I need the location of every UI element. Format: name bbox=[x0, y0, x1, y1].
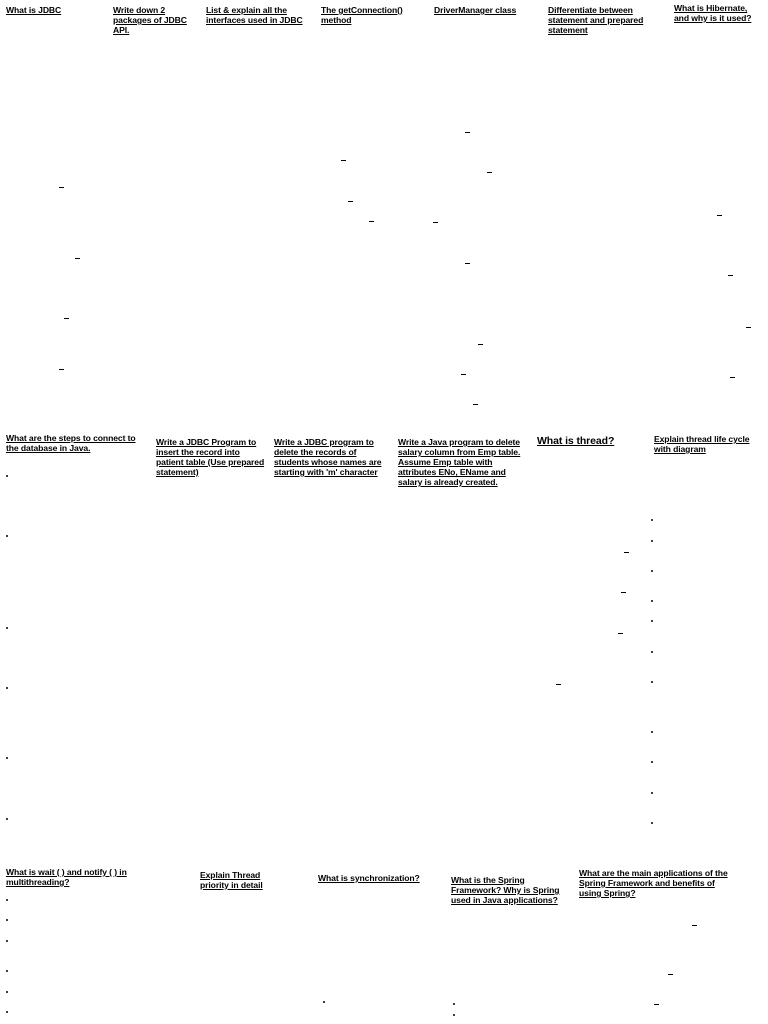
bullet-dot bbox=[6, 899, 8, 901]
heading-what-is-synchronization: What is synchronization? bbox=[318, 873, 420, 883]
dash-mark bbox=[654, 1004, 659, 1005]
heading-jdbc-packages: Write down 2 packages of JDBC API. bbox=[113, 5, 187, 35]
dash-mark bbox=[624, 552, 629, 553]
dash-mark bbox=[728, 275, 733, 276]
heading-what-is-jdbc: What is JDBC bbox=[6, 5, 62, 15]
bullet-dot bbox=[6, 919, 8, 921]
heading-getconnection-method: The getConnection() method bbox=[321, 5, 403, 25]
dash-mark bbox=[348, 201, 353, 202]
dash-mark bbox=[433, 222, 438, 223]
heading-wait-notify: What is wait ( ) and notify ( ) in multithreading? bbox=[6, 867, 127, 887]
bullet-dot bbox=[651, 792, 653, 794]
heading-delete-salary-column: Write a Java program to delete salary column from Emp table. Assume Emp table with attributes ENo, EName and salary is already created. bbox=[398, 437, 521, 487]
dash-mark bbox=[465, 263, 470, 264]
heading-spring-applications: What are the main applications of the Spring Framework and benefits of using Spring? bbox=[579, 868, 728, 898]
bullet-dot bbox=[453, 1003, 455, 1005]
dash-mark bbox=[717, 215, 722, 216]
heading-thread-priority: Explain Thread priority in detail bbox=[200, 870, 263, 890]
bullet-dot bbox=[6, 1011, 8, 1013]
heading-jdbc-interfaces: List & explain all the interfaces used in JDBC bbox=[206, 5, 303, 25]
dash-mark bbox=[487, 172, 492, 173]
bullet-dot bbox=[6, 475, 8, 477]
bullet-dot bbox=[651, 600, 653, 602]
dash-mark bbox=[556, 684, 561, 685]
bullet-dot bbox=[651, 681, 653, 683]
bullet-dot bbox=[6, 940, 8, 942]
dash-mark bbox=[478, 344, 483, 345]
bullet-dot bbox=[453, 1014, 455, 1016]
dash-mark bbox=[59, 369, 64, 370]
bullet-dot bbox=[323, 1001, 325, 1003]
bullet-dot bbox=[651, 519, 653, 521]
heading-spring-framework: What is the Spring Framework? Why is Spring used in Java applications? bbox=[451, 875, 560, 905]
dash-mark bbox=[618, 633, 623, 634]
dash-mark bbox=[64, 318, 69, 319]
heading-insert-patient-program: Write a JDBC Program to insert the record into patient table (Use prepared statement) bbox=[156, 437, 265, 477]
dash-mark bbox=[341, 160, 346, 161]
bullet-dot bbox=[651, 570, 653, 572]
bullet-dot bbox=[651, 761, 653, 763]
bullet-dot bbox=[6, 991, 8, 993]
heading-delete-students-program: Write a JDBC program to delete the records of students whose names are starting with 'm' character bbox=[274, 437, 382, 477]
dash-mark bbox=[461, 374, 466, 375]
dash-mark bbox=[369, 221, 374, 222]
bullet-dot bbox=[651, 540, 653, 542]
heading-drivermanager-class: DriverManager class bbox=[434, 5, 517, 15]
heading-statement-vs-prepared: Differentiate between statement and prepared statement bbox=[548, 5, 644, 35]
bullet-dot bbox=[651, 651, 653, 653]
bullet-dot bbox=[6, 818, 8, 820]
bullet-dot bbox=[651, 731, 653, 733]
heading-what-is-hibernate: What is Hibernate, and why is it used? bbox=[674, 3, 752, 23]
bullet-dot bbox=[6, 970, 8, 972]
dash-mark bbox=[746, 327, 751, 328]
dash-mark bbox=[75, 258, 80, 259]
dash-mark bbox=[730, 377, 735, 378]
bullet-dot bbox=[651, 822, 653, 824]
dash-mark bbox=[692, 925, 697, 926]
dash-mark bbox=[473, 404, 478, 405]
bullet-dot bbox=[651, 620, 653, 622]
bullet-dot bbox=[6, 627, 8, 629]
dash-mark bbox=[668, 974, 673, 975]
heading-thread-life-cycle: Explain thread life cycle with diagram bbox=[654, 434, 750, 454]
heading-steps-connect-database: What are the steps to connect to the database in Java. bbox=[6, 433, 136, 453]
bullet-dot bbox=[6, 535, 8, 537]
bullet-dot bbox=[6, 687, 8, 689]
bullet-dot bbox=[6, 757, 8, 759]
dash-mark bbox=[59, 187, 64, 188]
dash-mark bbox=[465, 132, 470, 133]
dash-mark bbox=[621, 592, 626, 593]
heading-what-is-thread: What is thread? bbox=[537, 435, 615, 447]
